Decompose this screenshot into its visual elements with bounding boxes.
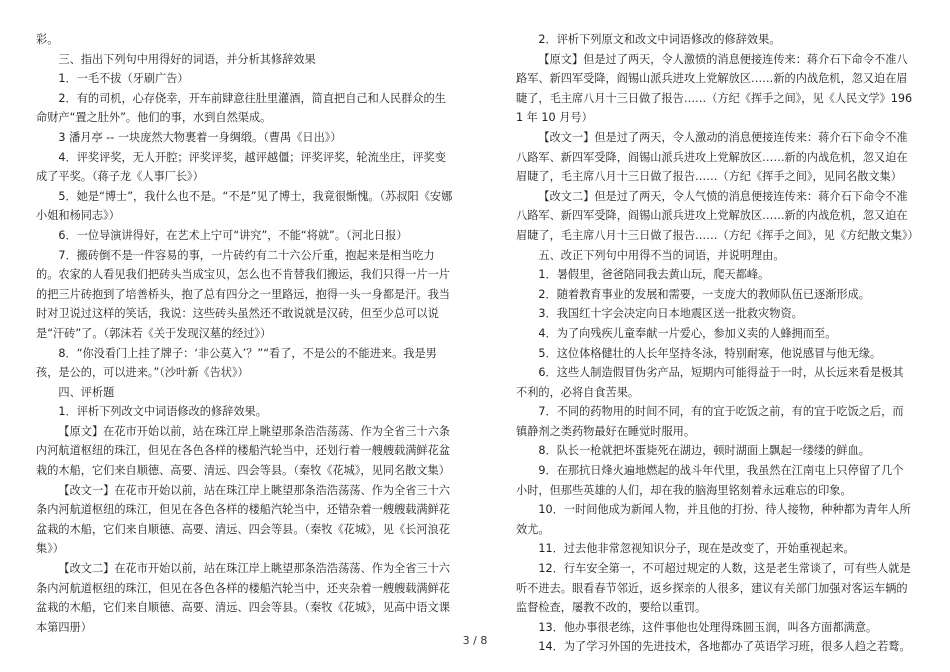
paragraph: 6．这些人制造假冒伪劣产品，短期内可能得益于一时，从长远来看是极其不利的，必将自食苦果。 xyxy=(516,366,904,399)
paragraph: 5．这位体格健壮的人长年坚持冬泳，特别耐寒，他说感冒与他无缘。 xyxy=(538,346,882,360)
paragraph: 【原文】但是过了两天，令人激愤的消息便接连传来：蒋介石下命令不准八路军、新四军受降，阎锡山派兵进攻上党解放区……新的内战危机，忽又迫在眉睫了，毛主席八月十三日做了报告……（方纪《挥手之间》，见《人民文学》1961 年 10 月号） xyxy=(516,52,913,125)
section-heading: 五、改正下列句中用得不当的词语，并说明理由。 xyxy=(538,248,785,262)
right-column xyxy=(516,30,919,657)
section-heading: 三、指出下列句中用得好的词语，并分析其修辞效果 xyxy=(58,52,316,66)
paragraph: 10．一时间他成为新闻人物，并且他的打扮、待人接物，种种都为青年人所效尤。 xyxy=(516,503,911,536)
page-number: 3 / 8 xyxy=(462,634,488,647)
paragraph: 12．行车安全第一，不可超过规定的人数，这是老生常谈了，可有些人就是听不进去。眼看春节邻近，返乡探亲的人很多，建议有关部门加强对客运车辆的监督检查，屡教不改的，要给以重罚。 xyxy=(516,562,911,615)
paragraph: 1．评析下列改文中词语修改的修辞效果。 xyxy=(58,405,267,419)
paragraph: 【改文一】在花市开始以前，站在珠江岸上眺望那条浩浩荡荡、作为全省三十六条内河航道枢纽的珠江，但见在各色各样的楼船汽轮当中，还错杂着一艘艘载满鲜花盆栽的木船，它们来自顺德、高要、清远、四会等县。（秦牧《花城》，见《长河浪花集》） xyxy=(36,483,450,556)
paragraph: 7．不同的药物用的时间不同，有的宜于吃饭之前，有的宜于吃饭之后，而镇静剂之类药物最好在睡觉时服用。 xyxy=(516,405,904,438)
paragraph: 3 潘月亭 -- 一块庞然大物裹着一身绸缎。（曹禺《日出》） xyxy=(58,130,342,144)
section-heading: 四、评析题 xyxy=(58,385,115,399)
paragraph: 9．在那抗日烽火遍地燃起的战斗年代里，我虽然在江南屯上只停留了几个小时，但那些英雄的人们，却在我的脑海里铭刻着永远难忘的印象。 xyxy=(516,464,904,497)
paragraph: 4．为了向残疾儿童奉献一片爱心，参加义卖的人蜂拥而至。 xyxy=(538,326,837,340)
paragraph: 2．随着教育事业的发展和需要，一支庞大的教师队伍已逐渐形成。 xyxy=(538,287,870,301)
left-column xyxy=(36,30,454,637)
paragraph: 7．搬砖倒不是一件容易的事，一片砖约有二十六公斤重，抱起来是相当吃力的。农家的人看见我们把砖头当成宝贝，怎么也不肯替我们搬运，我们只得一片一片的把三片砖抱到了培善桥头，抱了总有四分之一里路远，抱得一头一身都是汗。我当时对卫说过这样的笑话，我说：这些砖头虽然还不敢说就是汉砖，但至少总可以说是“汗砖”了。（郭沫若《关于发现汉墓的经过》） xyxy=(36,248,450,340)
paragraph: 【原文】在花市开始以前，站在珠江岸上眺望那条浩浩荡荡、作为全省三十六条内河航道枢纽的珠江，但见在各色各样的楼船汽轮当中，还划行着一艘艘载满鲜花盆栽的木船，它们来自顺德、高要、清远、四会等县。（秦牧《花城》，见同名散文集） xyxy=(36,424,450,478)
paragraph: 5．她是“博士”，我什么也不是。“不是”见了博士，我竟很惭愧。（苏叔阳《安娜小姐和杨同志》） xyxy=(36,189,453,223)
paragraph: 2．有的司机，心存侥幸，开车前肆意往肚里灌酒，简直把自己和人民群众的生命财产“置之肚外”。他们的事，水到自然渠成。 xyxy=(36,91,446,125)
paragraph: 【改文一】但是过了两天，令人激动的消息便接连传来：蒋介石下命令不准八路军、新四军受降，阎锡山派兵进攻上党解放区……新的内战危机，忽又迫在眉睫了，毛主席八月十三日做了报告……（方纪《挥手之间》，见同名散文集） xyxy=(516,130,908,184)
paragraph: 13．他办事很老练，这件事他也处理得珠圆玉润，叫各方面都满意。 xyxy=(538,620,878,634)
paragraph: 8．队长一枪就把坏蛋毙死在湖边，顿时湖面上飘起一缕缕的鲜血。 xyxy=(538,444,870,458)
paragraph: 11．过去他非常忽视知识分子，现在是改变了，开始重视起来。 xyxy=(538,542,855,556)
paragraph: 【改文二】在花市开始以前，站在珠江岸上眺望那条浩浩荡荡、作为全省三十六条内河航道枢纽的珠江，但见在各色各样的楼船汽轮当中，还夹杂着一艘艘载满鲜花盆栽的木船，它们来自顺德、高要、清远、四会等县。（秦牧《花城》，见高中语文课本第四册） xyxy=(36,562,450,634)
paragraph: 6．一位导演讲得好，在艺术上宁可“讲究”，不能“将就”。（河北日报） xyxy=(58,228,408,242)
paragraph: 【改文二】但是过了两天，令人气愤的消息便接连传来：蒋介石下命令不准八路军、新四军受降，阎锡山派兵进攻上党解放区……新的内战危机，忽又迫在眉睫了，毛主席八月十三日做了报告……（方纪《挥手之间》，见《方纪散文集》） xyxy=(516,189,919,242)
paragraph: 8．“你没看门上挂了牌子：‘非公莫入’？”“看了，不是公的不能进来。我是男孩，是公的，可以进来。”（沙叶新《告状》） xyxy=(36,346,437,380)
paragraph: 3．我国红十字会决定向日本地震区送一批救灾物资。 xyxy=(538,307,803,321)
paragraph: 彩。 xyxy=(36,33,59,46)
paragraph: 2．评析下列原文和改文中词语修改的修辞效果。 xyxy=(538,33,781,46)
paragraph: 1．暑假里，爸爸陪同我去黄山玩，爬天都峰。 xyxy=(538,268,770,282)
paragraph: 1．一毛不拔（牙刷广告） xyxy=(58,72,189,86)
paragraph: 4．评奖评奖，无人开腔；评奖评奖，越评越僵；评奖评奖，轮流坐庄，评奖变成了平奖。（蒋子龙《人事厂长》） xyxy=(36,150,446,184)
paragraph: 14．为了学习外国的先进技术，各地都办了英语学习班，很多人趋之若鹜。 xyxy=(538,640,911,654)
